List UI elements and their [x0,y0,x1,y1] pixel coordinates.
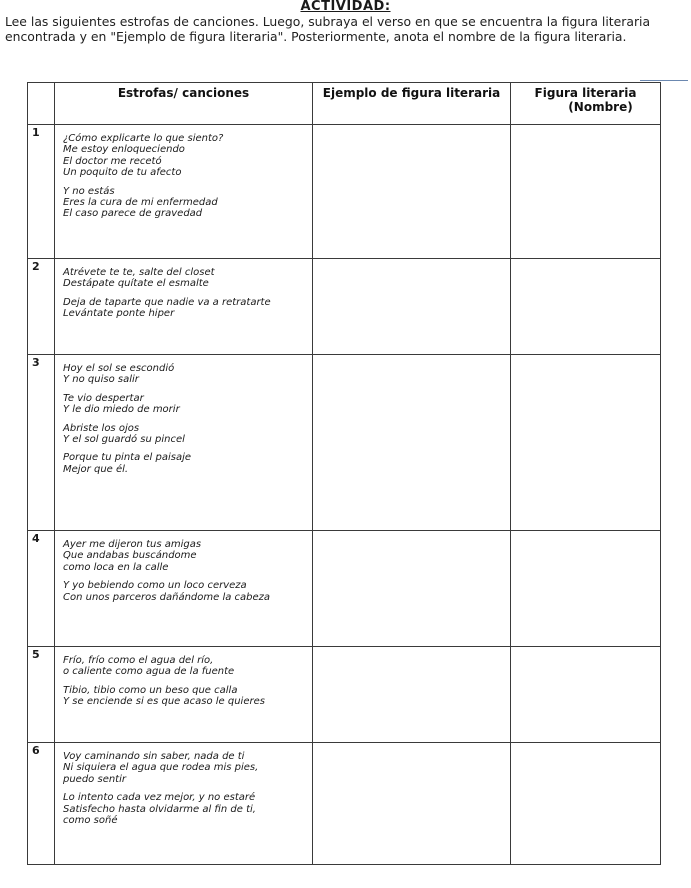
ejemplo-answer-cell[interactable] [313,647,511,743]
stanza-cell [55,259,313,355]
header-figura-label: Figura literaria [534,86,637,100]
lyric-line: Ni siquiera el agua que rodea mis pies, [63,762,259,774]
lyric-line: Hoy el sol se escondió [63,363,175,374]
table-row [28,743,661,865]
row-number: 1 [28,125,55,259]
stanza-cell [55,531,313,647]
lyric-line: ¿Cómo explicarte lo que siento? [63,133,224,144]
lyric-line: El caso parece de gravedad [63,208,203,220]
stanza-cell [55,355,313,531]
stanza [63,393,310,416]
row-number: 2 [28,259,55,355]
lyric-line: Me estoy enloqueciendo [63,144,185,156]
lyric-line: Abriste los ojos [63,422,140,434]
lyric-line: Y se enciende si es que acaso le quieres [63,696,265,708]
lyric-line: puedo sentir [63,773,126,785]
row-number: 3 [28,355,55,531]
stanza [63,133,310,179]
header-number [28,83,55,125]
lyric-line: Te vio despertar [63,392,144,404]
lyric-line: Y no estás [63,185,115,197]
stanza [63,580,310,603]
lyric-line: Destápate quítate el esmalte [63,278,209,290]
table-row [28,259,661,355]
figura-answer-cell[interactable] [511,743,661,865]
table-row [28,125,661,259]
lyric-line: Y no quiso salir [63,374,139,386]
lyric-line: Un poquito de tu afecto [63,167,182,179]
stanza [63,792,310,826]
header-figura-sublabel: (Nombre) [568,100,633,114]
ejemplo-answer-cell[interactable] [313,259,511,355]
stanza-cell [55,125,313,259]
stanza-cell [55,743,313,865]
table-row [28,355,661,531]
stanza [63,297,310,320]
lyric-line: El doctor me recetó [63,155,162,167]
table-row [28,647,661,743]
figura-answer-cell[interactable] [511,355,661,531]
lyric-line: Que andabas buscándome [63,550,197,562]
header-rule [640,80,688,81]
ejemplo-answer-cell[interactable] [313,743,511,865]
lyric-line: Eres la cura de mi enfermedad [63,197,218,209]
header-figura [511,83,661,125]
stanza [63,452,310,475]
lyric-line: Y yo bebiendo como un loco cerveza [63,580,247,592]
table-row [28,531,661,647]
stanza [63,539,310,573]
lyric-line: Ayer me dijeron tus amigas [63,539,202,550]
lyric-line: Mejor que él. [63,463,129,475]
lyric-line: Satisfecho hasta olvidarme al fin de ti, [63,803,256,815]
lyric-line: Con unos parceros dañándome la cabeza [63,591,271,603]
figura-answer-cell[interactable] [511,259,661,355]
lyric-line: Atrévete te te, salte del closet [63,267,215,278]
stanza [63,751,310,785]
instructions-text: Lee las siguientes estrofas de canciones. Luego, subraya el verso en que se encuentra la figura literaria encontrada y en "Ejemplo de figura literaria". Posteriormente, anota el nombre de la figura literaria. [5,14,651,44]
stanza [63,655,310,678]
activity-title: ACTIVIDAD: [300,0,391,14]
table-header-row [28,83,661,125]
stanza [63,685,310,708]
stanza [63,267,310,290]
figura-answer-cell[interactable] [511,647,661,743]
row-number: 4 [28,531,55,647]
lyric-line: Voy caminando sin saber, nada de ti [63,751,245,762]
lyric-line: Frío, frío como el agua del río, [63,655,214,666]
row-number: 6 [28,743,55,865]
row-number: 5 [28,647,55,743]
lyric-line: Y el sol guardó su pincel [63,434,185,446]
lyric-line: Y le dio miedo de morir [63,404,180,416]
header-estrofas: Estrofas/ canciones [55,83,313,125]
lyric-line: o caliente como agua de la fuente [63,666,235,678]
header-ejemplo: Ejemplo de figura literaria [313,83,511,125]
stanza [63,363,310,386]
lyric-line: Levántate ponte hiper [63,308,175,320]
song-figures-table [27,82,661,865]
lyric-line: Lo intento cada vez mejor, y no estaré [63,792,256,804]
figura-answer-cell[interactable] [511,125,661,259]
lyric-line: como loca en la calle [63,561,169,573]
stanza-cell [55,647,313,743]
figura-answer-cell[interactable] [511,531,661,647]
ejemplo-answer-cell[interactable] [313,531,511,647]
lyric-line: como soñé [63,815,118,827]
stanza [63,186,310,220]
ejemplo-answer-cell[interactable] [313,125,511,259]
ejemplo-answer-cell[interactable] [313,355,511,531]
lyric-line: Tibio, tibio como un beso que calla [63,684,238,696]
lyric-line: Porque tu pinta el paisaje [63,452,192,464]
lyric-line: Deja de taparte que nadie va a retratarte [63,296,271,308]
stanza [63,423,310,446]
